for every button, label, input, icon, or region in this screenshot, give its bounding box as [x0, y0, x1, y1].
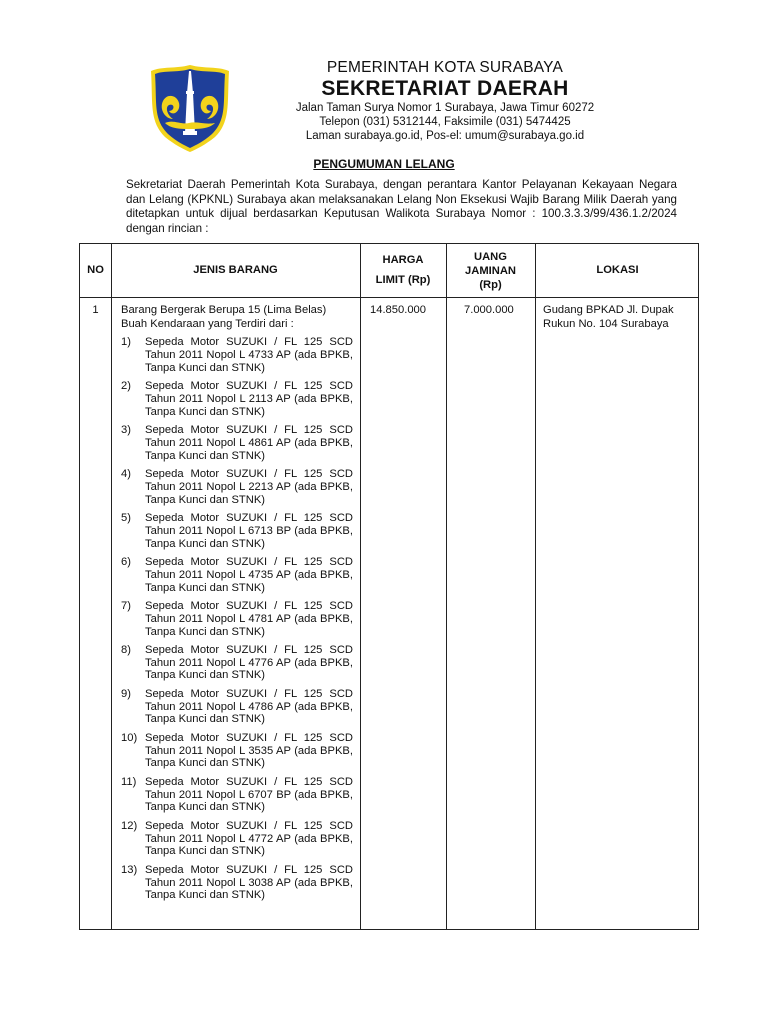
surabaya-city-emblem-icon: [145, 63, 235, 153]
government-name: PEMERINTAH KOTA SURABAYA: [326, 59, 564, 76]
list-item: [121, 776, 353, 814]
list-item: [121, 380, 353, 418]
list-item-text: Sepeda Motor SUZUKI / FL 125 SCD Tahun 2011 Nopol L 4861 AP (ada BPKB, Tanpa Kunci dan STNK): [145, 423, 353, 462]
vehicle-list: [121, 336, 353, 908]
letterhead: [0, 0, 768, 150]
row-description: Barang Bergerak Berupa 15 (Lima Belas) Buah Kendaraan yang Terdiri dari :: [121, 304, 327, 330]
column-divider: [360, 244, 361, 929]
list-item-text: Sepeda Motor SUZUKI / FL 125 SCD Tahun 2011 Nopol L 6713 BP (ada BPKB, Tanpa Kunci dan STNK): [145, 511, 353, 550]
list-item: [121, 468, 353, 506]
header-uang-line3: (Rp): [479, 279, 502, 291]
column-divider: [535, 244, 536, 929]
row-harga-limit: 14.850.000: [370, 304, 426, 316]
list-item-text: Sepeda Motor SUZUKI / FL 125 SCD Tahun 2011 Nopol L 2213 AP (ada BPKB, Tanpa Kunci dan STNK): [145, 467, 353, 506]
list-item-text: Sepeda Motor SUZUKI / FL 125 SCD Tahun 2011 Nopol L 4772 AP (ada BPKB, Tanpa Kunci dan STNK): [145, 819, 353, 858]
list-item-number: 2): [121, 379, 131, 392]
list-item-text: Sepeda Motor SUZUKI / FL 125 SCD Tahun 2011 Nopol L 4733 AP (ada BPKB, Tanpa Kunci dan STNK): [145, 336, 353, 374]
header-jenis-barang: JENIS BARANG: [193, 264, 278, 276]
header-harga-limit: [360, 253, 446, 287]
header-uang-line1: UANG: [474, 251, 507, 263]
list-item-number: 6): [121, 555, 131, 568]
header-harga-line1: HARGA: [382, 254, 424, 266]
row-lokasi: Gudang BPKAD Jl. Dupak Rukun No. 104 Surabaya: [543, 304, 674, 330]
list-item-text: Sepeda Motor SUZUKI / FL 125 SCD Tahun 2011 Nopol L 4786 AP (ada BPKB, Tanpa Kunci dan STNK): [145, 687, 353, 726]
header-uang-line2: JAMINAN: [465, 265, 516, 277]
list-item-number: 10): [121, 731, 138, 744]
list-item-number: 9): [121, 687, 131, 700]
list-item-text: Sepeda Motor SUZUKI / FL 125 SCD Tahun 2011 Nopol L 3038 AP (ada BPKB, Tanpa Kunci dan STNK): [145, 863, 353, 902]
list-item: [121, 820, 353, 858]
intro-paragraph: Sekretariat Daerah Pemerintah Kota Surabaya, dengan perantara Kantor Pelayanan Kekayaan Negara dan Lelang (KPKNL) Surabaya akan melaksanakan Lelang Non Eksekusi Wajib Barang Milik Daerah yang ditetapkan untuk dijual berdasarkan Keputusan Walikota Surabaya Nomor : 100.3.3.3/99/436.1.2/2024 dengan rincian :: [126, 178, 677, 235]
list-item-number: 3): [121, 423, 131, 436]
address-line: Jalan Taman Surya Nomor 1 Surabaya, Jawa Timur 60272: [295, 102, 595, 114]
list-item: [121, 600, 353, 638]
auction-table: [79, 243, 699, 930]
list-item-text: Sepeda Motor SUZUKI / FL 125 SCD Tahun 2011 Nopol L 2113 AP (ada BPKB, Tanpa Kunci dan STNK): [145, 379, 353, 418]
list-item-number: 1): [121, 336, 131, 348]
list-item: [121, 424, 353, 462]
header-uang-jaminan: [446, 250, 535, 292]
list-item: [121, 644, 353, 682]
list-item: [121, 688, 353, 726]
column-divider: [111, 244, 112, 929]
header-divider: [80, 297, 698, 298]
list-item-text: Sepeda Motor SUZUKI / FL 125 SCD Tahun 2011 Nopol L 4735 AP (ada BPKB, Tanpa Kunci dan STNK): [145, 555, 353, 594]
phone-line: Telepon (031) 5312144, Faksimile (031) 5474425: [319, 116, 571, 128]
list-item-number: 12): [121, 819, 138, 832]
list-item: [121, 732, 353, 770]
list-item-number: 8): [121, 643, 131, 656]
header-lokasi: LOKASI: [596, 264, 639, 276]
list-item-text: Sepeda Motor SUZUKI / FL 125 SCD Tahun 2011 Nopol L 4776 AP (ada BPKB, Tanpa Kunci dan STNK): [145, 643, 353, 682]
list-item-text: Sepeda Motor SUZUKI / FL 125 SCD Tahun 2011 Nopol L 3535 AP (ada BPKB, Tanpa Kunci dan STNK): [145, 731, 353, 770]
list-item-number: 11): [121, 775, 137, 788]
list-item-number: 4): [121, 467, 131, 480]
department-name: SEKRETARIAT DAERAH: [321, 77, 569, 100]
list-item: [121, 864, 353, 902]
letterhead-text: [250, 58, 640, 143]
header-no: NO: [87, 264, 104, 276]
list-item-number: 5): [121, 511, 131, 524]
column-divider: [446, 244, 447, 929]
document-title: PENGUMUMAN LELANG: [313, 157, 455, 171]
list-item: [121, 556, 353, 594]
row-uang-jaminan: 7.000.000: [464, 304, 514, 316]
header-harga-line2: LIMIT (Rp): [375, 274, 431, 286]
list-item-number: 13): [121, 863, 138, 876]
web-line: Laman surabaya.go.id, Pos-el: umum@surabaya.go.id: [305, 130, 585, 142]
list-item: [121, 512, 353, 550]
list-item: [121, 336, 353, 374]
row-no: 1: [92, 304, 99, 316]
list-item-text: Sepeda Motor SUZUKI / FL 125 SCD Tahun 2011 Nopol L 4781 AP (ada BPKB, Tanpa Kunci dan STNK): [145, 599, 353, 638]
list-item-text: Sepeda Motor SUZUKI / FL 125 SCD Tahun 2011 Nopol L 6707 BP (ada BPKB, Tanpa Kunci dan STNK): [145, 775, 353, 814]
list-item-number: 7): [121, 599, 131, 612]
